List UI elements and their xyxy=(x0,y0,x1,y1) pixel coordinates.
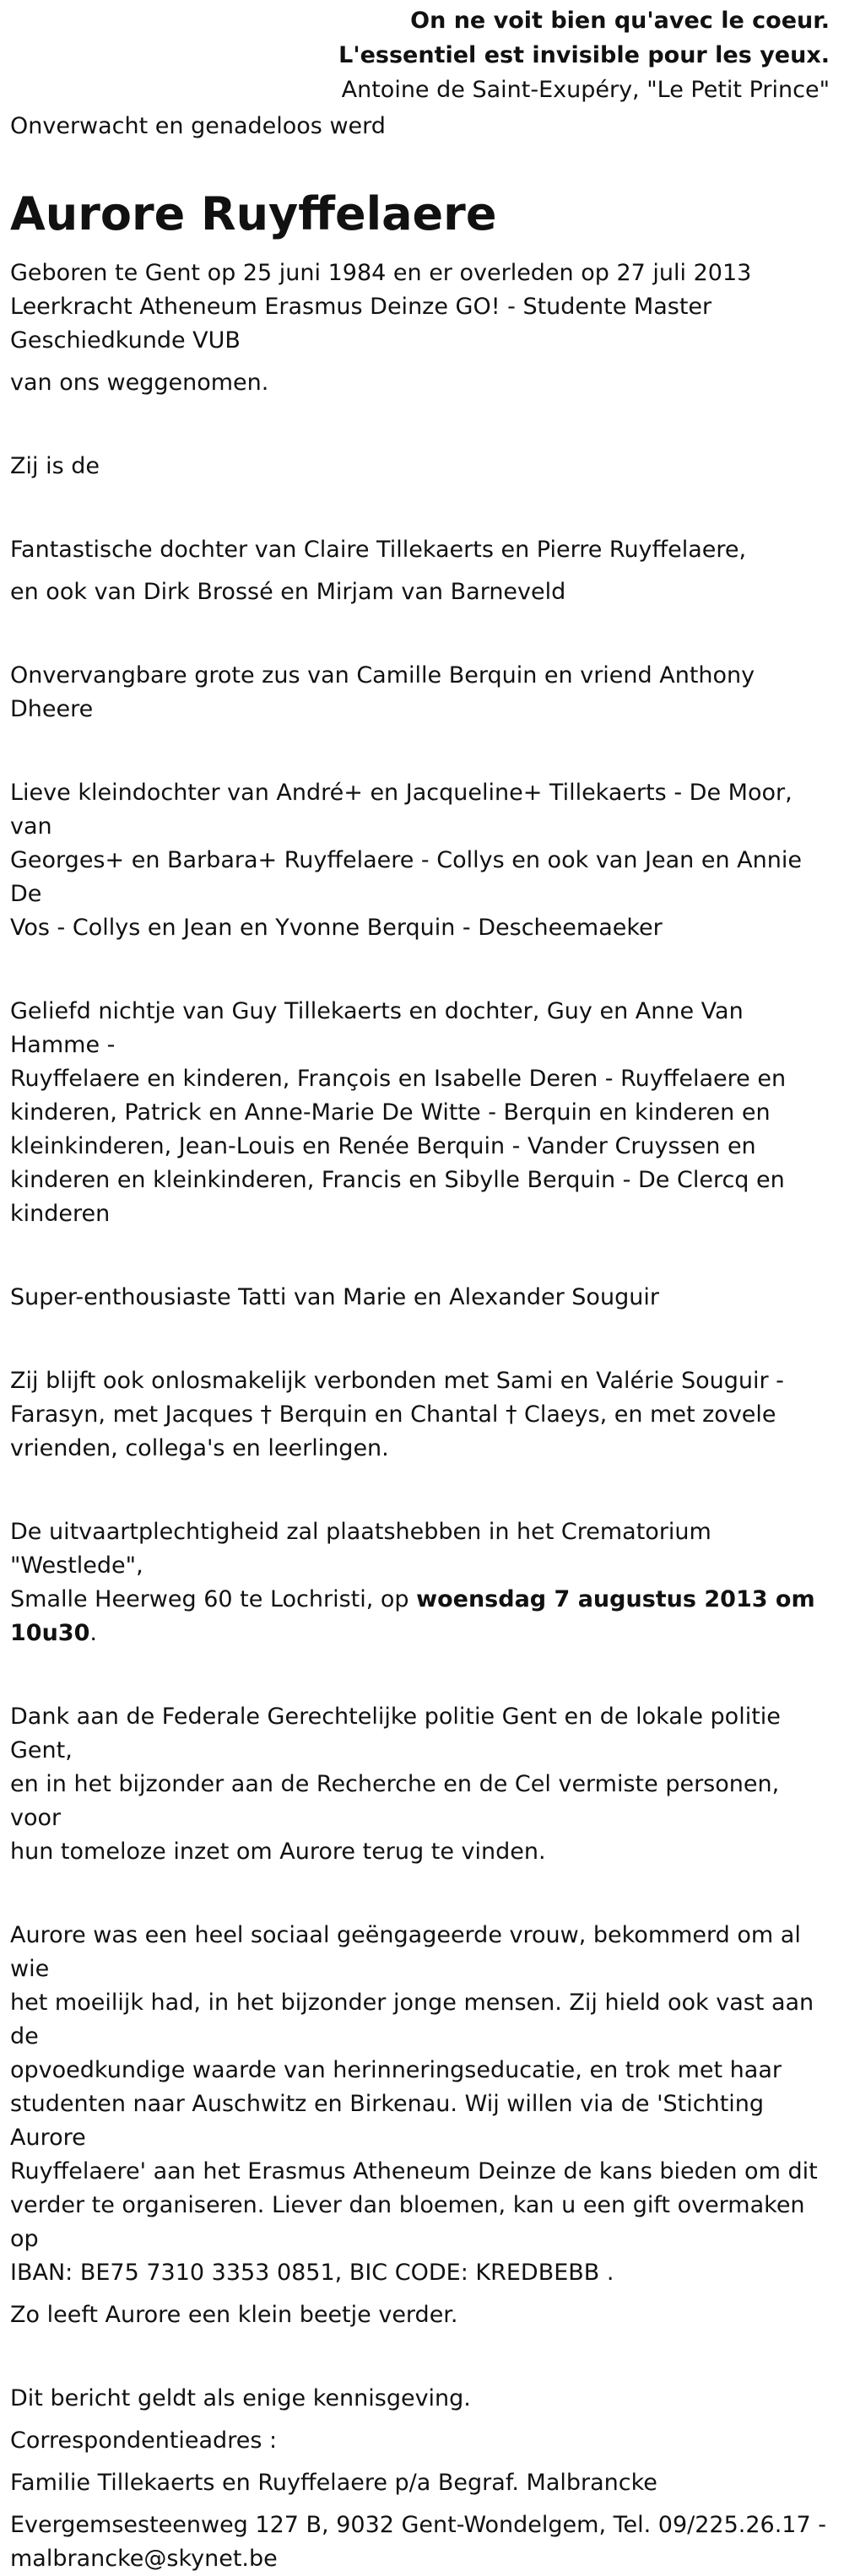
thanks-line: Dank aan de Federale Gerechtelijke politie Gent en de lokale politie Gent, xyxy=(10,1704,781,1763)
funeral-line-2 xyxy=(10,1583,834,1617)
bound-line: vrienden, collega's en leerlingen. xyxy=(10,1435,389,1461)
social-line: IBAN: BE75 7310 3353 0851, BIC CODE: KREDBEBB . xyxy=(10,2260,614,2286)
niece-line: kinderen, Patrick en Anne-Marie De Witte - Berquin en kinderen en xyxy=(10,1099,771,1126)
thanks-line: en in het bijzonder aan de Recherche en de Cel vermiste personen, voor xyxy=(10,1771,780,1831)
funeral-date: woensdag 7 augustus 2013 om xyxy=(416,1586,815,1612)
granddaughter-line: Georges+ en Barbara+ Ruyffelaere - Collys en ook van Jean en Annie De xyxy=(10,847,802,907)
niece-line: kinderen en kleinkinderen, Francis en Sibylle Berquin - De Clercq en xyxy=(10,1167,785,1193)
family-address: Familie Tillekaerts en Ruyffelaere p/a Begraf. Malbrancke xyxy=(10,2470,657,2496)
quote-line-2: L'essentiel est invisible pour les yeux. xyxy=(338,42,830,68)
social-line: verder te organiseren. Liever dan bloemen, kan u een gift overmaken op xyxy=(10,2192,805,2252)
email-address: malbrancke@skynet.be xyxy=(10,2546,278,2572)
intro-text: Onverwacht en genadeloos werd xyxy=(10,113,386,139)
funeral-line-3 xyxy=(10,1617,834,1650)
notice-text: Dit bericht geldt als enige kennisgeving. xyxy=(10,2385,471,2411)
zij-is-de: Zij is de xyxy=(10,453,100,479)
social-line: Ruyffelaere' aan het Erasmus Atheneum Deinze de kans bieden om dit xyxy=(10,2158,818,2184)
niece-line: kinderen xyxy=(10,1201,111,1227)
quote-block xyxy=(10,0,834,107)
quote-author: Antoine de Saint-Exupéry, "Le Petit Prince" xyxy=(341,77,830,103)
granddaughter-line: Vos - Collys en Jean en Yvonne Berquin - Descheemaeker xyxy=(10,915,663,941)
taken-text: van ons weggenomen. xyxy=(10,370,269,396)
quote-line-1: On ne voit bien qu'avec le coeur. xyxy=(410,8,830,34)
bound-line: Zij blijft ook onlosmakelijk verbonden met Sami en Valérie Souguir - xyxy=(10,1368,784,1394)
daughter-line-2: en ook van Dirk Brossé en Mirjam van Barneveld xyxy=(10,579,566,605)
correspondence-label: Correspondentieadres : xyxy=(10,2427,278,2454)
funeral-line-1: De uitvaartplechtigheid zal plaatshebben in het Crematorium "Westlede", xyxy=(10,1519,711,1579)
social-line: het moeilijk had, in het bijzonder jonge mensen. Zij hield ook vast aan de xyxy=(10,1990,814,2049)
funeral-period: . xyxy=(89,1620,97,1646)
birth-line-3: Geschiedkunde VUB xyxy=(10,327,241,354)
granddaughter-line: Lieve kleindochter van André+ en Jacqueline+ Tillekaerts - De Moor, van xyxy=(10,780,793,840)
street-address: Evergemsesteenweg 127 B, 9032 Gent-Wondelgem, Tel. 09/225.26.17 - xyxy=(10,2512,826,2538)
funeral-time: 10u30 xyxy=(10,1620,90,1646)
tatti-text: Super-enthousiaste Tatti van Marie en Alexander Souguir xyxy=(10,1284,659,1310)
deceased-name: Aurore Ruyffelaere xyxy=(10,187,497,240)
lives-on-text: Zo leeft Aurore een klein beetje verder. xyxy=(10,2302,458,2328)
funeral-location: Smalle Heerweg 60 te Lochristi, op xyxy=(10,1586,417,1612)
sister-text: Onvervangbare grote zus van Camille Berquin en vriend Anthony Dheere xyxy=(10,662,755,722)
birth-line-1: Geboren te Gent op 25 juni 1984 en er overleden op 27 juli 2013 xyxy=(10,260,752,286)
bound-line: Farasyn, met Jacques † Berquin en Chantal † Claeys, en met zovele xyxy=(10,1401,776,1428)
niece-line: Ruyffelaere en kinderen, François en Isabelle Deren - Ruyffelaere en xyxy=(10,1066,787,1092)
daughter-line-1: Fantastische dochter van Claire Tillekaerts en Pierre Ruyffelaere, xyxy=(10,537,747,563)
social-line: studenten naar Auschwitz en Birkenau. Wij willen via de 'Stichting Aurore xyxy=(10,2091,765,2151)
niece-line: kleinkinderen, Jean-Louis en Renée Berquin - Vander Cruyssen en xyxy=(10,1133,756,1159)
thanks-line: hun tomeloze inzet om Aurore terug te vinden. xyxy=(10,1839,546,1865)
social-line: opvoedkundige waarde van herinneringseducatie, en trok met haar xyxy=(10,2057,782,2083)
niece-line: Geliefd nichtje van Guy Tillekaerts en dochter, Guy en Anne Van Hamme - xyxy=(10,998,744,1058)
social-line: Aurore was een heel sociaal geëngageerde vrouw, bekommerd om al wie xyxy=(10,1922,801,1982)
birth-line-2: Leerkracht Atheneum Erasmus Deinze GO! - Studente Master xyxy=(10,294,712,320)
